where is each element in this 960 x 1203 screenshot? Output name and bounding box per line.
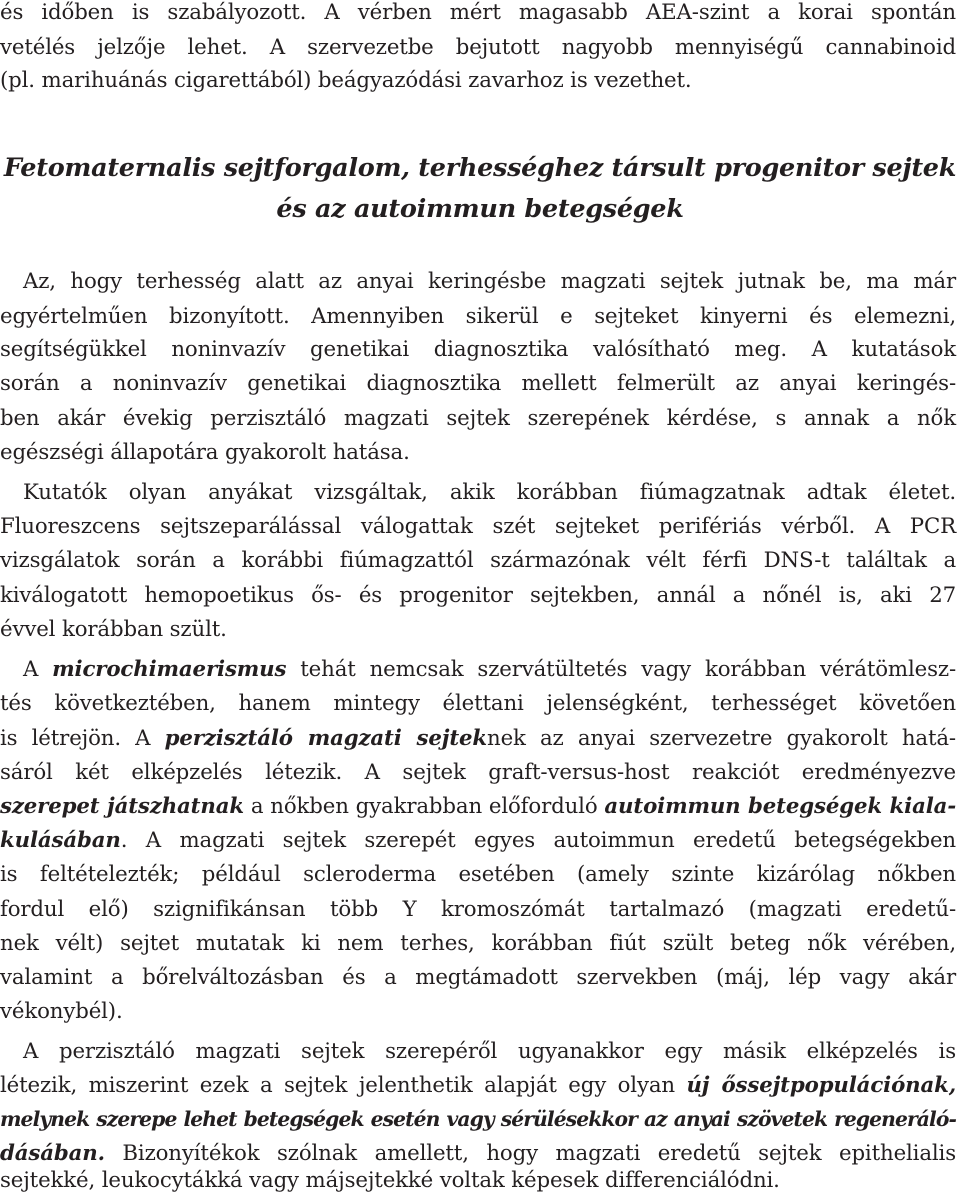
section-title-line: Fetomaternalis sejtforgalom, terhességhez társult progenitor sejtek: [3, 153, 957, 183]
emphasis-term: perzisztáló magzati sejtek: [164, 726, 488, 751]
text-line: során a noninvazív genetikai diagnosztika mellett felmerült az anyai keringés-: [0, 371, 956, 396]
text-line: és időben is szabályozott. A vérben mért magasabb AEA-szint a korai spontán: [0, 0, 956, 25]
text-line: is feltételezték; például scleroderma esetében (amely szinte kizárólag nőkben: [0, 862, 956, 887]
text-line: [0, 1068, 956, 1103]
text-run: tehát nemcsak szervátültetés vagy korábban vérátömlesz-: [286, 657, 956, 682]
emphasis-term: autoimmun betegségek kiala-: [604, 794, 957, 819]
text-run: Bizonyítékok szólnak amellett, hogy magzati eredetű sejtek epithelialis: [104, 1141, 956, 1166]
text-line: vizsgálatok során a korábbi fiúmagzattól származónak vélt férfi DNS-t találtak a: [0, 548, 956, 573]
text-line: kiválogatott hemopoetikus ős- és progenitor sejtekben, annál a nőnél is, aki 27: [0, 583, 956, 608]
text-line: [0, 789, 956, 824]
text-line: Fluoreszcens sejtszeparálással válogattak szét sejteket perifériás vérből. A PCR: [0, 514, 956, 539]
text-line: egyértelműen bizonyított. Amennyiben sikerül e sejteket kinyerni és elemezni,: [0, 304, 956, 329]
emphasis-term: új őssejtpopulációnak,: [686, 1073, 956, 1098]
text-line: évvel korábban szült.: [0, 617, 227, 642]
text-line: vetélés jelzője lehet. A szervezetbe bejutott nagyobb mennyiségű cannabinoid: [0, 35, 956, 60]
text-line: segítségükkel noninvazív genetikai diagnosztika valósítható meg. A kutatások: [0, 337, 956, 362]
text-run: A: [23, 657, 53, 682]
text-line: Kutatók olyan anyákat vizsgáltak, akik korábban fiúmagzatnak adtak életet.: [23, 480, 956, 505]
text-line: [0, 652, 956, 687]
text-line: vékonybél).: [0, 999, 123, 1024]
text-line: (pl. marihuánás cigarettából) beágyazódási zavarhoz is vezethet.: [0, 68, 692, 93]
text-line-emphasis: melynek szerepe lehet betegségek esetén vagy sérülésekkor az anyai szövetek regeneráló-: [0, 1107, 956, 1131]
text-line: [0, 721, 956, 756]
text-run: nek az anyai szervezetre gyakorolt hatá-: [487, 726, 956, 751]
text-line: fordul elő) szignifikánsan több Y kromoszómát tartalmazó (magzati eredetű-: [0, 897, 956, 922]
text-line: valamint a bőrelváltozásban és a megtámadott szervekben (máj, lép vagy akár: [0, 965, 956, 990]
text-line: Az, hogy terhesség alatt az anyai keringésbe magzati sejtek jutnak be, ma már: [23, 269, 956, 294]
text-line: sejtekké, leukocytákká vagy májsejtekké voltak képesek differenciálódni.: [0, 1168, 780, 1193]
text-run: . A magzati sejtek szerepét egyes autoimmun eredetű betegségekben: [120, 828, 956, 853]
emphasis-term: microchimaerismus: [52, 657, 287, 682]
text-line: ben akár évekig perzisztáló magzati sejtek szerepének kérdése, s annak a nők: [0, 406, 956, 431]
emphasis-term: szerepet játszhatnak: [0, 794, 244, 819]
text-line: egészségi állapotára gyakorolt hatása.: [0, 440, 410, 465]
text-line: nek vélt) sejtet mutatak ki nem terhes, korábban fiút szült beteg nők vérében,: [0, 931, 956, 956]
text-line: A perzisztáló magzati sejtek szerepéről ugyanakkor egy másik elképzelés is: [23, 1039, 956, 1064]
text-line: sáról két elképzelés létezik. A sejtek graft-versus-host reakciót eredményezve: [0, 760, 956, 785]
text-run: a nőkben gyakrabban előforduló: [243, 794, 605, 819]
text-line: tés következtében, hanem mintegy élettani jelenségként, terhességet követően: [0, 691, 956, 716]
text-run: is létrejön. A: [0, 726, 165, 751]
text-line: [0, 823, 956, 858]
text-run: létezik, miszerint ezek a sejtek jelenthetik alapját egy olyan: [0, 1073, 687, 1098]
section-title-line: és az autoimmun betegségek: [276, 194, 684, 224]
emphasis-term: kulásában: [0, 828, 121, 853]
emphasis-term: dásában.: [0, 1141, 105, 1166]
